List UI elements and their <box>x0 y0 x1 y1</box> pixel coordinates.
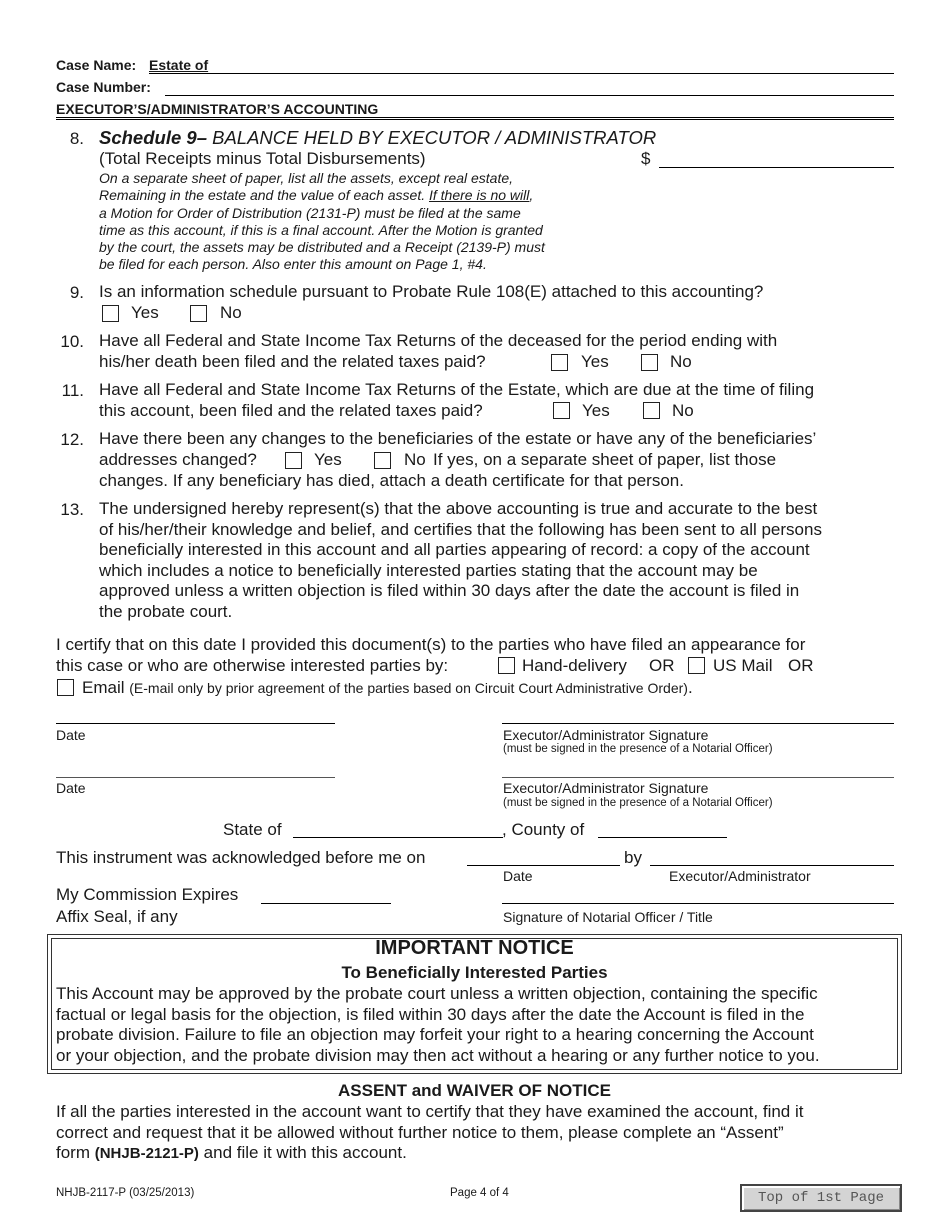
item12-line2b: If yes, on a separate sheet of paper, list those <box>433 450 777 469</box>
hand-delivery-label: Hand-delivery <box>522 656 627 675</box>
email-label: Email <box>82 678 125 697</box>
case-number-line[interactable] <box>165 95 894 96</box>
item8-note <box>99 170 545 274</box>
item12-line1: Have there been any changes to the beneficiaries of the estate or have any of the beneficiaries’ <box>99 429 817 448</box>
note-line: by the court, the assets may be distributed and a Receipt (2139-P) must <box>99 239 545 256</box>
currency-symbol: $ <box>641 149 651 168</box>
note-line: time as this account, if this is a final account. After the Motion is granted <box>99 221 543 238</box>
item12-no-label: No <box>404 450 426 469</box>
commission-label: My Commission Expires <box>56 885 239 904</box>
item10-line2: his/her death been filed and the related taxes paid? <box>99 352 486 371</box>
item12-no-checkbox[interactable] <box>374 452 391 469</box>
commission-field[interactable] <box>261 903 391 904</box>
or-text-1: OR <box>649 656 675 675</box>
notice-title: IMPORTANT NOTICE <box>375 937 574 959</box>
signature-note-1: (must be signed in the presence of a Notarial Officer) <box>503 743 773 755</box>
item13-text <box>99 499 822 623</box>
item12-line2a: addresses changed? <box>99 450 257 469</box>
item12-number: 12. <box>60 430 84 449</box>
page-number: Page 4 of 4 <box>450 1187 509 1199</box>
notice-line: This Account may be approved by the probate court unless a written objection, containing the specific <box>56 984 818 1003</box>
case-name-line[interactable] <box>149 73 894 74</box>
item9-number: 9. <box>69 283 84 302</box>
item10-number: 10. <box>60 332 84 351</box>
signature-label-2: Executor/Administrator Signature <box>503 780 709 796</box>
item12-line3: changes. If any beneficiary has died, attach a death certificate for that person. <box>99 471 684 490</box>
note-line: be filed for each person. Also enter this amount on Page 1, #4. <box>99 256 487 273</box>
item9-text: Is an information schedule pursuant to Probate Rule 108(E) attached to this accounting? <box>99 282 764 301</box>
schedule-title: BALANCE HELD BY EXECUTOR / ADMINISTRATOR <box>206 127 657 148</box>
signature-field-2[interactable] <box>502 777 894 778</box>
item11-no-checkbox[interactable] <box>643 402 660 419</box>
acknowledged-by-field[interactable] <box>650 865 894 866</box>
signature-note-2: (must be signed in the presence of a Notarial Officer) <box>503 797 773 809</box>
acknowledged-date-field[interactable] <box>467 865 620 866</box>
item13-line: the probate court. <box>99 601 233 621</box>
state-field[interactable] <box>293 837 503 838</box>
notice-line: or your objection, and the probate division may then act without a hearing or any further notice to you. <box>56 1045 820 1065</box>
assent-text: and file it with this account. <box>198 1143 407 1163</box>
item8-subtitle: (Total Receipts minus Total Disbursements) <box>99 149 426 168</box>
item8-heading <box>99 127 656 149</box>
or-text-2: OR <box>788 656 814 675</box>
item13-line: approved unless a written objection is filed within 30 days after the date the account is filed in <box>99 581 800 601</box>
email-note: (E-mail only by prior agreement of the parties based on Circuit Court Administrative Order) <box>129 680 688 696</box>
item12-yes-checkbox[interactable] <box>285 452 302 469</box>
notice-subtitle: To Beneficially Interested Parties <box>341 963 608 982</box>
email-line <box>82 678 693 698</box>
county-of-label: , County of <box>502 820 585 839</box>
signature-field-1[interactable] <box>502 723 894 724</box>
notarial-signature-label: Signature of Notarial Officer / Title <box>503 909 713 925</box>
item13-line: which includes a notice to beneficially interested parties stating that the account may be <box>99 560 758 580</box>
top-of-first-page-button[interactable]: Top of 1st Page <box>740 1184 902 1212</box>
note-line <box>99 187 545 204</box>
item9-no-label: No <box>220 303 242 322</box>
notarial-signature-field[interactable] <box>502 903 894 904</box>
item11-no-label: No <box>672 401 694 420</box>
assent-form-ref: (NHJB-2121-P) <box>94 1145 199 1163</box>
ack-date-label: Date <box>503 868 533 884</box>
assent-body <box>56 1102 804 1165</box>
item10-yes-label: Yes <box>581 352 609 371</box>
by-label: by <box>624 848 642 867</box>
item13-line: beneficially interested in this account and all parties appearing of record: a copy of the account <box>99 540 810 560</box>
state-of-label: State of <box>223 820 282 839</box>
certify-line2: this case or who are otherwise interested parties by: <box>56 656 449 675</box>
us-mail-checkbox[interactable] <box>688 657 705 674</box>
item10-yes-checkbox[interactable] <box>551 354 568 371</box>
item11-line2: this account, been filed and the related taxes paid? <box>99 401 483 420</box>
item13-line: The undersigned hereby represent(s) that the above accounting is true and accurate to the best <box>99 499 818 518</box>
item13-number: 13. <box>60 500 84 519</box>
item10-line1: Have all Federal and State Income Tax Returns of the deceased for the period ending with <box>99 331 778 350</box>
notice-body <box>56 984 820 1066</box>
item11-yes-label: Yes <box>582 401 610 420</box>
item11-number: 11. <box>61 381 84 400</box>
case-name-label: Case Name: <box>56 57 137 73</box>
schedule-dash: – <box>196 127 207 148</box>
seal-label: Affix Seal, if any <box>56 907 178 926</box>
hand-delivery-checkbox[interactable] <box>498 657 515 674</box>
signature-label-1: Executor/Administrator Signature <box>503 727 709 743</box>
assent-line: correct and request that it be allowed without further notice to them, please complete an “Assent” <box>56 1122 784 1142</box>
assent-text: form <box>56 1143 95 1163</box>
item8-number: 8. <box>69 129 84 148</box>
notice-line: probate division. Failure to file an objection may forfeit your right to a hearing concerning the Account <box>56 1025 814 1045</box>
note-underlined: If there is no will <box>429 187 530 204</box>
ack-exec-label: Executor/Administrator <box>669 868 811 884</box>
date-field-2[interactable] <box>56 777 335 778</box>
note-comma: , <box>529 187 534 204</box>
county-field[interactable] <box>598 837 727 838</box>
balance-amount-field[interactable] <box>659 167 894 168</box>
schedule-label: Schedule 9 <box>99 127 197 148</box>
item10-no-checkbox[interactable] <box>641 354 658 371</box>
email-checkbox[interactable] <box>57 679 74 696</box>
case-number-label: Case Number: <box>56 79 151 95</box>
certify-line1: I certify that on this date I provided this document(s) to the parties who have filed an appearance for <box>56 635 806 654</box>
date-field-1[interactable] <box>56 723 335 724</box>
acknowledged-label: This instrument was acknowledged before me on <box>56 848 426 867</box>
item9-no-checkbox[interactable] <box>190 305 207 322</box>
assent-title: ASSENT and WAIVER OF NOTICE <box>338 1081 611 1100</box>
assent-line: If all the parties interested in the account want to certify that they have examined the account, find it <box>56 1102 804 1121</box>
note-line: a Motion for Order of Distribution (2131-P) must be filed at the same <box>99 204 521 221</box>
item9-yes-checkbox[interactable] <box>102 305 119 322</box>
us-mail-label: US Mail <box>713 656 773 675</box>
item12-yes-label: Yes <box>314 450 342 469</box>
date-label-1: Date <box>56 727 86 743</box>
assent-line <box>56 1143 804 1165</box>
item11-line1: Have all Federal and State Income Tax Returns of the Estate, which are due at the time of filing <box>99 380 815 399</box>
form-id: NHJB-2117-P (03/25/2013) <box>56 1187 195 1199</box>
note-line: On a separate sheet of paper, list all the assets, except real estate, <box>99 170 514 186</box>
item11-yes-checkbox[interactable] <box>553 402 570 419</box>
item9-yes-label: Yes <box>131 303 159 322</box>
notice-line: factual or legal basis for the objection, is filed within 30 days after the date the Account is filed in the <box>56 1004 805 1024</box>
item10-no-label: No <box>670 352 692 371</box>
note-text: Remaining in the estate and the value of each asset. <box>99 187 429 204</box>
item13-line: of his/her/their knowledge and belief, and certifies that the following has been sent to all persons <box>99 519 822 539</box>
date-label-2: Date <box>56 780 86 796</box>
section-title-rule <box>56 117 894 120</box>
section-title: EXECUTOR’S/ADMINISTRATOR’S ACCOUNTING <box>56 101 379 117</box>
case-name-value: Estate of <box>149 57 209 73</box>
email-period: . <box>687 678 693 697</box>
